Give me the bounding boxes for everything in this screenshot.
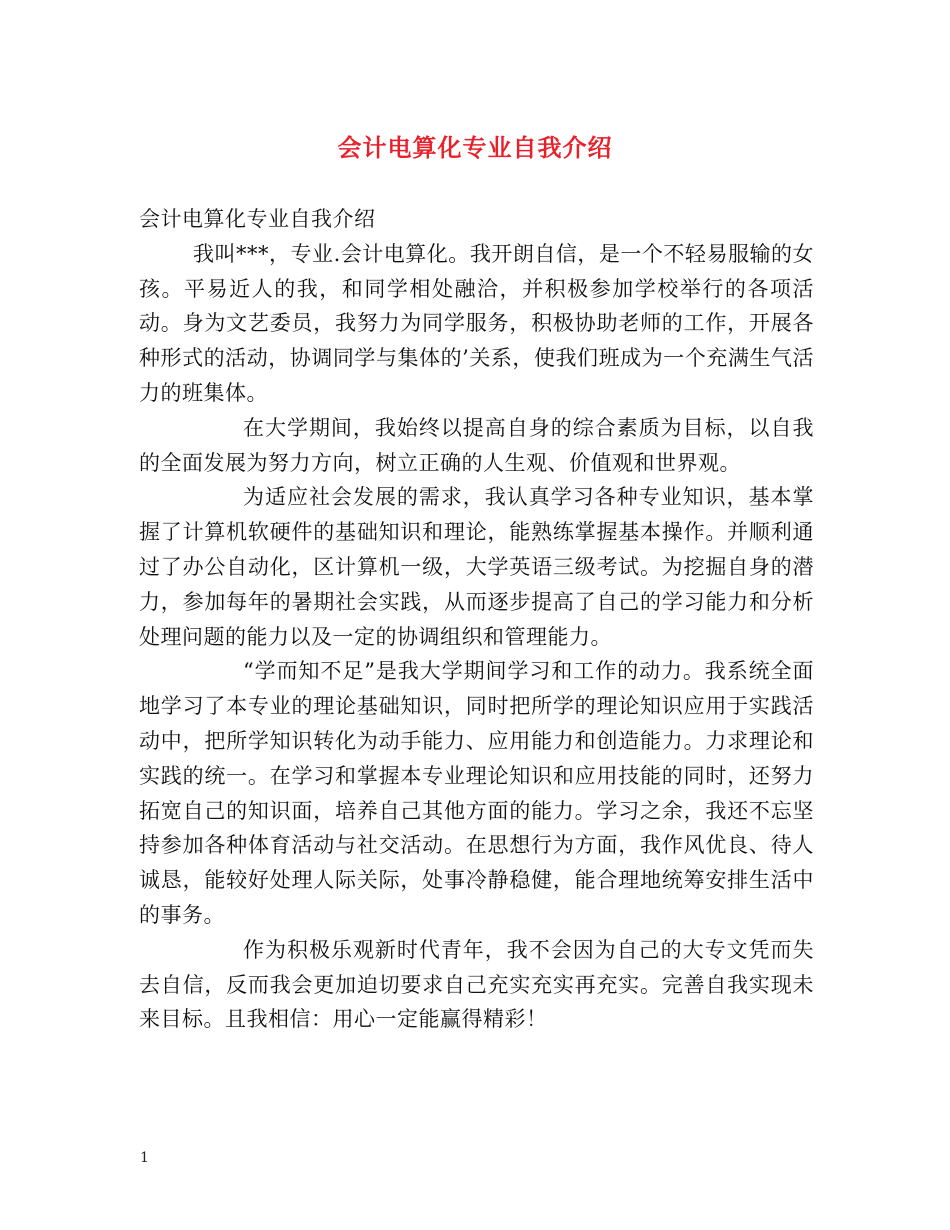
document-body (139, 202, 814, 1037)
paragraph-introduction: 我叫***，专业.会计电算化。我开朗自信，是一个不轻易服输的女孩。平易近人的我，和同学相处融洽，并积极参加学校举行的各项活动。身为文艺委员，我努力为同学服务，积极协助老师的工作，开展各种形式的活动，协调同学与集体的’关系，使我们班成为一个充满生气活力的班集体。 (139, 241, 814, 405)
page-number: 1 (140, 1150, 149, 1166)
body-heading: 会计电算化专业自我介绍 (139, 207, 376, 231)
paragraph-university-goals: 在大学期间，我始终以提高自身的综合素质为目标，以自我的全面发展为努力方向，树立正确的人生观、价值观和世界观。 (139, 415, 814, 475)
document-title: 会计电算化专业自我介绍 (337, 133, 613, 162)
paragraph-professional-skills: 为适应社会发展的需求，我认真学习各种专业知识，基本掌握了计算机软硬件的基础知识和理论，能熟练掌握基本操作。并顺利通过了办公自动化，区计算机一级，大学英语三级考试。为挖掘自身的潜力，参加每年的暑期社会实践，从而逐步提高了自己的学习能力和分析处理问题的能力以及一定的协调组织和管理能力。 (139, 485, 814, 649)
paragraph-closing: 作为积极乐观新时代青年，我不会因为自己的大专文凭而失去自信，反而我会更加迫切要求自己充实充实再充实。完善自我实现未来目标。且我相信：用心一定能赢得精彩！ (139, 937, 814, 1032)
paragraph-learning-motivation: “学而知不足”是我大学期间学习和工作的动力。我系统全面地学习了本专业的理论基础知识，同时把所学的理论知识应用于实践活动中，把所学知识转化为动手能力、应用能力和创造能力。力求理论和实践的统一。在学习和掌握本专业理论知识和应用技能的同时，还努力拓宽自己的知识面，培养自己其他方面的能力。学习之余，我还不忘坚持参加各种体育活动与社交活动。在思想行为方面，我作风优良、待人诚恳，能较好处理人际关际，处事冷静稳健，能合理地统筹安排生活中的事务。 (139, 659, 814, 927)
